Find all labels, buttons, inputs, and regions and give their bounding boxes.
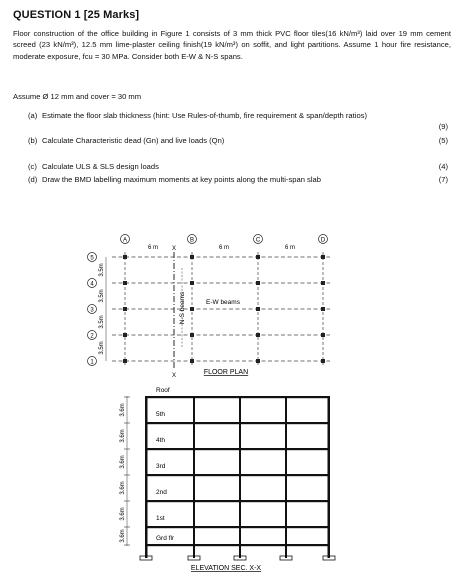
- floor-label-4th: 4th: [156, 437, 166, 444]
- assumption-line: Assume Ø 12 mm and cover = 30 mm: [13, 92, 142, 101]
- foundations: [140, 556, 335, 560]
- question-intro: Floor construction of the office building in Figure 1 consists of 3 mm thick PVC floor tiles(16 kN/m³) laid over 19 mm cement screed (23 kN/m³), 12.5 mm lime-plaster ceiling finish(19 kN/m³) on soffit, and light partitions. Assume 1 hour fire resistance, moderate exposure, fcu = 30 MPa. Consider both E-W & N-S spans.: [13, 29, 451, 61]
- question-text: Draw the BMD labelling maximum moments at key points along the multi-span slab: [42, 175, 321, 184]
- ew-beams-label: E-W beams: [206, 299, 240, 306]
- row-spacing-label: 3.5m: [99, 315, 105, 329]
- row-spacing-label: 3.5m: [99, 289, 105, 303]
- section-mark-top: X: [171, 246, 177, 252]
- storey-height-label: 3.6m: [120, 403, 126, 417]
- storey-height-label: 3.6m: [120, 481, 126, 495]
- row-label-2: 2: [90, 333, 94, 340]
- floor-plan-caption: FLOOR PLAN: [203, 369, 249, 376]
- column-label-d: D: [320, 237, 326, 244]
- question-label: (b): [28, 136, 38, 145]
- column-label-a: A: [122, 237, 128, 244]
- column-labels: [121, 235, 328, 244]
- roof-label: Roof: [156, 387, 170, 394]
- column-label-b: B: [189, 237, 195, 244]
- column-label-c: C: [255, 237, 261, 244]
- ns-beams-label: N-S beams: [179, 291, 186, 325]
- question-title: QUESTION 1 [25 Marks]: [13, 9, 140, 21]
- floor-label-5th: 5th: [156, 411, 166, 418]
- floor-label-2nd: 2nd: [156, 489, 167, 496]
- row-labels: [88, 253, 97, 366]
- ew-beam-lines: [112, 257, 330, 361]
- question-label: (d): [28, 175, 38, 184]
- row-spacing-label: 3.5m: [99, 341, 105, 355]
- question-label: (a): [28, 111, 38, 120]
- question-text: Calculate Characteristic dead (Gn) and live loads (Qn): [42, 136, 225, 145]
- floor-label-3rd: 3rd: [156, 463, 166, 470]
- floor-label-ground: Grd flr: [156, 535, 175, 542]
- question-marks: (4): [438, 162, 448, 171]
- question-marks: (7): [438, 175, 448, 184]
- floor-label-1st: 1st: [156, 515, 165, 522]
- row-spacing-label: 3.5m: [99, 263, 105, 277]
- section-mark-bottom: X: [171, 373, 177, 379]
- floor-slabs: [145, 396, 330, 546]
- storey-height-label: 3.6m: [120, 455, 126, 469]
- elevation-caption: ELEVATION SEC. X-X: [190, 565, 262, 572]
- row-label-4: 4: [90, 281, 94, 288]
- span-label: 6 m: [218, 245, 230, 251]
- elevation-diagram: [0, 384, 463, 574]
- span-label: 6 m: [284, 245, 296, 251]
- row-label-5: 5: [90, 255, 94, 262]
- question-text: Calculate ULS & SLS design loads: [42, 162, 159, 171]
- elevation-columns: [145, 396, 330, 558]
- storey-height-label: 3.6m: [120, 429, 126, 443]
- storey-height-label: 3.6m: [120, 529, 126, 543]
- question-text: Estimate the floor slab thickness (hint: Use Rules-of-thumb, fire requirement & span/depth ratios): [42, 111, 367, 120]
- floor-plan-diagram: [0, 228, 463, 380]
- storey-height-label: 3.6m: [120, 507, 126, 521]
- span-label: 6 m: [147, 245, 159, 251]
- question-label: (c): [28, 162, 37, 171]
- row-label-3: 3: [90, 307, 94, 314]
- question-marks: (9): [438, 122, 448, 131]
- question-marks: (5): [438, 136, 448, 145]
- row-label-1: 1: [90, 359, 94, 366]
